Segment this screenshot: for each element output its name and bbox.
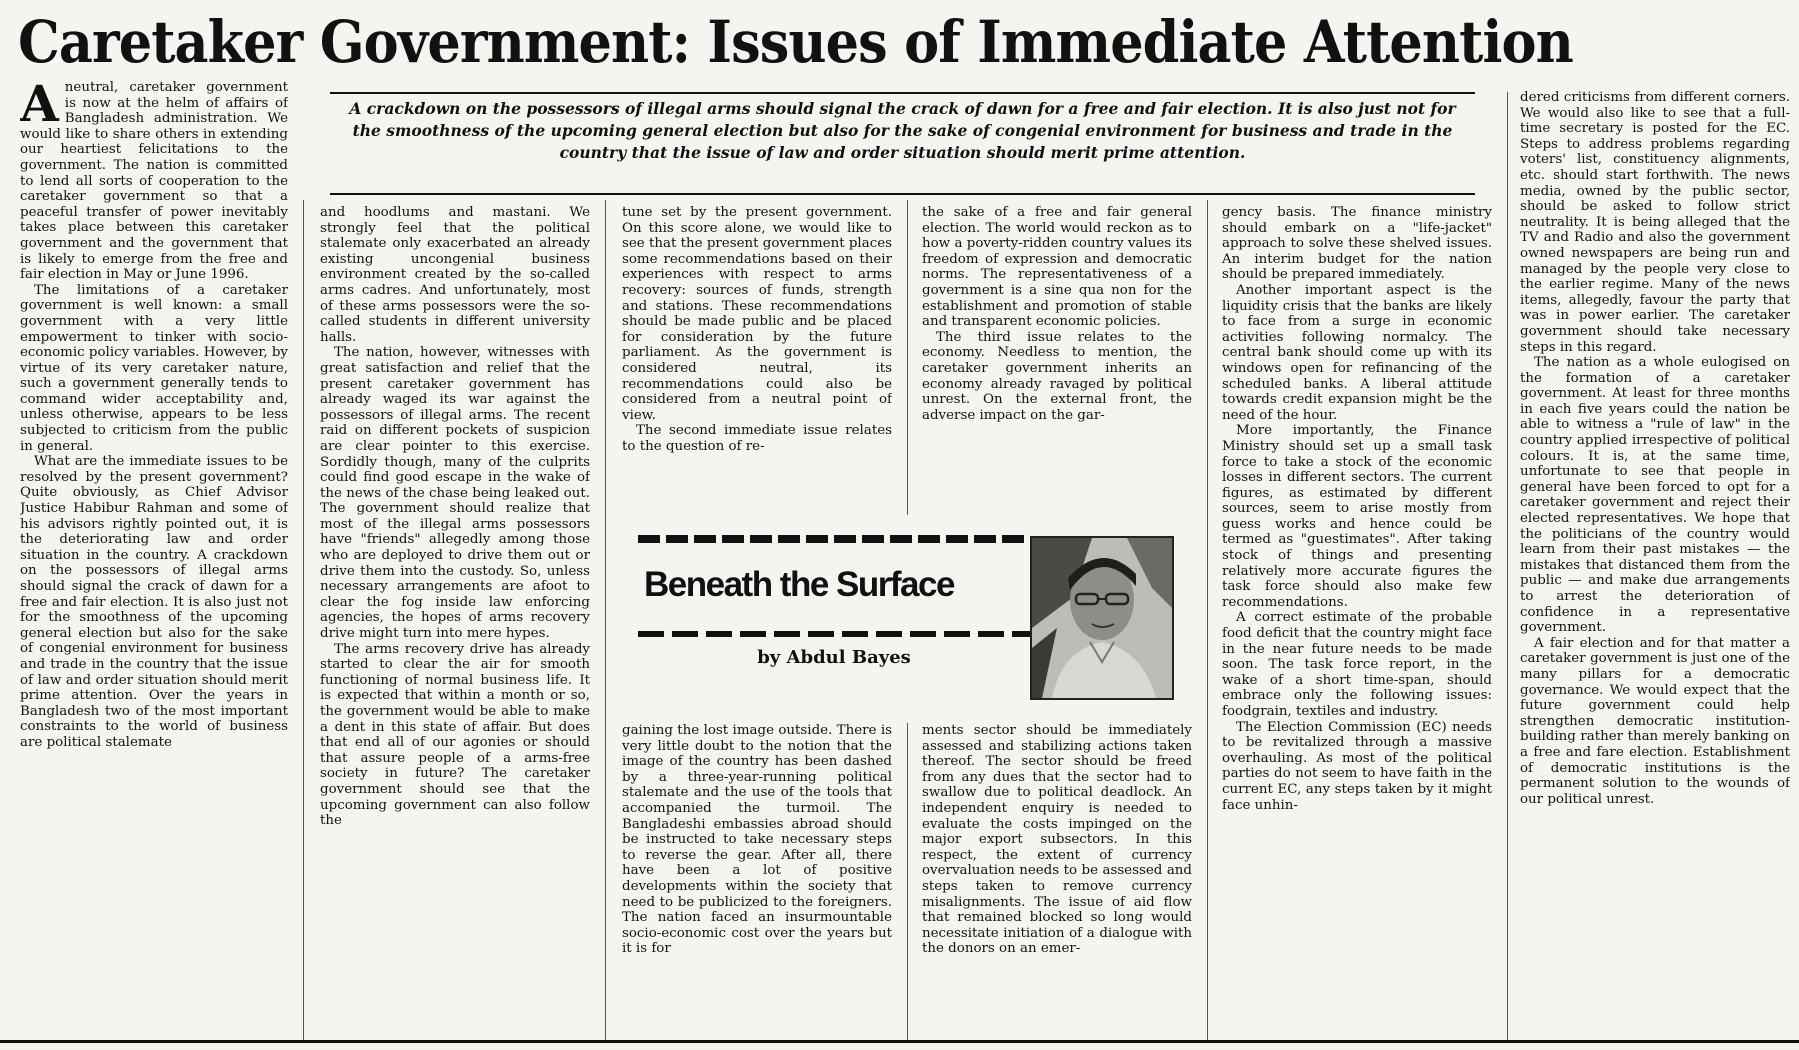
column-2: [320, 205, 590, 1040]
paragraph: The Election Commission (EC) needs to be revitalized through a massive overhauling. As most of the political parties do not seem to have faith in the current EC, any steps taken by it might face unhin-: [1222, 719, 1492, 813]
paragraph: A fair election and for that matter a caretaker government is just one of the many pillars for a democratic governance. We would expect that the future government could help strengthen democratic institution-building rather than merely banking on a free and fare election. Establishment of democratic institutions is the permanent solution to the wounds of our political unrest.: [1520, 635, 1790, 807]
box-rule: [638, 631, 1030, 637]
paragraph: The second immediate issue relates to the question of re-: [622, 423, 892, 454]
page-bottom-rule: [0, 1040, 1799, 1043]
column-divider: [605, 200, 606, 1040]
author-portrait-icon: [1032, 538, 1172, 698]
column-divider: [303, 200, 304, 1040]
column-5: [1222, 205, 1492, 1040]
paragraph: gaining the lost image outside. There is very little doubt to the notion that the image of the country has been dashed by a three-year-running political stalemate and the use of the tools that accompanied the turmoil. The Bangladeshi embassies abroad should be instructed to take necessary steps to reverse the gear. After all, there have been a lot of positive developments within the society that need to be publicized to the foreigners. The nation faced an insurmountable socio-economic cost over the years but it is for: [622, 723, 892, 957]
paragraph: dered criticisms from different corners. We would also like to see that a full-time secretary is posted for the EC. Steps to address problems regarding voters' list, constituency alignments, etc. should start forthwith. The news media, owned by the public sector, should be asked to follow strict neutrality. It is being alleged that the TV and Radio and also the government owned newspapers are being run and managed by the people very close to the earlier regime. Many of the news items, allegedly, favour the party that was in power earlier. The caretaker government should take necessary steps in this regard.: [1520, 90, 1790, 355]
paragraph: The arms recovery drive has already started to clear the air for smooth functioning of normal business life. It is expected that within a month or so, the government would be able to make a dent in this state of affair. But does that end all of our agonies or should that assure people of a arms-free society in future? The caretaker government should see that the upcoming government can also follow the: [320, 641, 590, 829]
paragraph: ments sector should be immediately assessed and stabilizing actions taken thereof. The sector should be freed from any dues that the sector had to swallow due to political deadlock. An independent enquiry is needed to evaluate the costs impinged on the major export subsectors. In this respect, the extent of currency overvaluation needs to be assessed and steps taken to remove currency misalignments. The issue of aid flow that remained blocked so long would necessitate initiation of a dialogue with the donors on an emer-: [922, 723, 1192, 957]
paragraph: What are the immediate issues to be resolved by the present government? Quite obviously, as Chief Advisor Justice Habibur Rahman and some of his advisors rightly pointed out, it is the deteriorating law and order situation in the country. A crackdown on the possessors of illegal arms should signal the crack of dawn for a free and fair election. It is also just not for the smoothness of the upcoming general election but also for the sake of congenial environment for business and trade in the country that the issue of law and order situation should merit prime attention. Over the years in Bangladesh two of the most important constraints to the world of business are political stalemate: [20, 454, 288, 750]
column-4-bottom: [922, 723, 1192, 1040]
column-divider: [1507, 92, 1508, 1040]
paragraph: The nation, however, witnesses with great satisfaction and relief that the present caretaker government has already waged its war against the possessors of illegal arms. The recent raid on different pockets of suspicion are clear pointer to this exercise. Sordidly though, many of the culprits could find good escape in the wake of the news of the chase being leaked out. The government should realize that most of the illegal arms possessors have "friends" allegedly among those who are deployed to drive them out or drive them into the custody. So, unless necessary arrangements are afoot to clear the fog inside law enforcing agencies, the hopes of arms recovery drive might turn into mere hypes.: [320, 345, 590, 642]
column-4-top: [922, 205, 1192, 520]
author-photo: [1030, 536, 1174, 700]
paragraph: and hoodlums and mastani. We strongly feel that the political stalemate only exacerbated an already existing uncongenial business environment created by the so-called arms cadres. And unfortunately, most of these arms possessors were the so-called students in different university halls.: [320, 205, 590, 345]
deck: A crackdown on the possessors of illegal arms should signal the crack of dawn for a free and fair election. It is also just not for the smoothness of the upcoming general election but also for the sake of congenial environment for business and trade in the country that the issue of law and order situation should merit prime attention.: [349, 99, 1456, 162]
column-1: [20, 80, 288, 1040]
box-rule: [638, 535, 1030, 543]
paragraph: gency basis. The finance ministry should embark on a "life-jacket" approach to solve these shelved issues. An interim budget for the nation should be prepared immediately.: [1222, 205, 1492, 283]
paragraph: tune set by the present government. On this score alone, we would like to see that the present government places some recommendations based on their experiences with respect to arms recovery: sources of funds, strength and stations. These recommendations should be made public and be placed for consideration by the future parliament. As the government is considered neutral, its recommendations could also be considered from a neutral point of view.: [622, 205, 892, 423]
paragraph: neutral, caretaker government is now at the helm of affairs of Bangladesh administration. We would like to share others in extending our heartiest felicitations to the government. The nation is committed to lend all sorts of cooperation to the caretaker government so that a peaceful transfer of power inevitably takes place between this caretaker government and the government that is likely to emerge from the free and fair election in May or June 1996.: [20, 80, 288, 283]
paragraph: The third issue relates to the economy. Needless to mention, the caretaker government inherits an economy already ravaged by political unrest. On the external front, the adverse impact on the gar-: [922, 329, 1192, 423]
column-title: Beneath the Surface: [644, 565, 954, 604]
paragraph: The nation as a whole eulogised on the formation of a caretaker government. At least for three months in each five years could the nation be able to witness a "rule of law" in the country applied irrespective of political colours. It is, at the same time, unfortunate to see that people in general have been forced to opt for a caretaker government and reject their elected representatives. We hope that the politicians of the country would learn from their past mistakes — the mistakes that distanced them from the public — and make due arrangements to arrest the deterioration of confidence in a representative government.: [1520, 355, 1790, 636]
paragraph: A correct estimate of the probable food deficit that the country might face in the near future needs to be made soon. The task force report, in the wake of a short time-span, should embrace only the following issues: foodgrain, textiles and industry.: [1222, 610, 1492, 719]
deck-bottom-rule: [330, 193, 1475, 195]
column-divider: [907, 723, 908, 1040]
column-3-bottom: [622, 723, 892, 1040]
column-3-top: [622, 205, 892, 520]
column-divider: [1207, 200, 1208, 1040]
drop-cap: A: [20, 80, 59, 133]
column-divider: [907, 200, 908, 515]
paragraph: The limitations of a caretaker government is well known: a small government with a very little empowerment to tinker with socio-economic policy variables. However, by virtue of its very caretaker nature, such a government generally tends to command wider acceptability and, unless otherwise, appears to be less subjected to criticism from the public in general.: [20, 282, 288, 454]
byline: by Abdul Bayes: [757, 647, 911, 668]
column-box: [638, 535, 1178, 705]
column-6: [1520, 90, 1790, 1040]
paragraph: the sake of a free and fair general election. The world would reckon as to how a poverty-ridden country values its freedom of expression and democratic norms. The representativeness of a government is a sine qua non for the establishment and promotion of stable and transparent economic policies.: [922, 205, 1192, 330]
paragraph: Another important aspect is the liquidity crisis that the banks are likely to face from a surge in economic activities following normalcy. The central bank should come up with its windows open for refinancing of the scheduled banks. A liberal attitude towards credit expansion might be the need of the hour.: [1222, 282, 1492, 423]
headline: Caretaker Government: Issues of Immediate Attention: [18, 8, 1573, 76]
paragraph: More importantly, the Finance Ministry should set up a small task force to take a stock of the economic losses in different sectors. The current figures, as estimated by different sources, seem to arise mostly from guess works and hence could be termed as "guestimates". After taking stock of things and presenting relatively more accurate figures the task force should also make few recommendations.: [1222, 423, 1492, 610]
deck-top-rule: [330, 92, 1475, 94]
